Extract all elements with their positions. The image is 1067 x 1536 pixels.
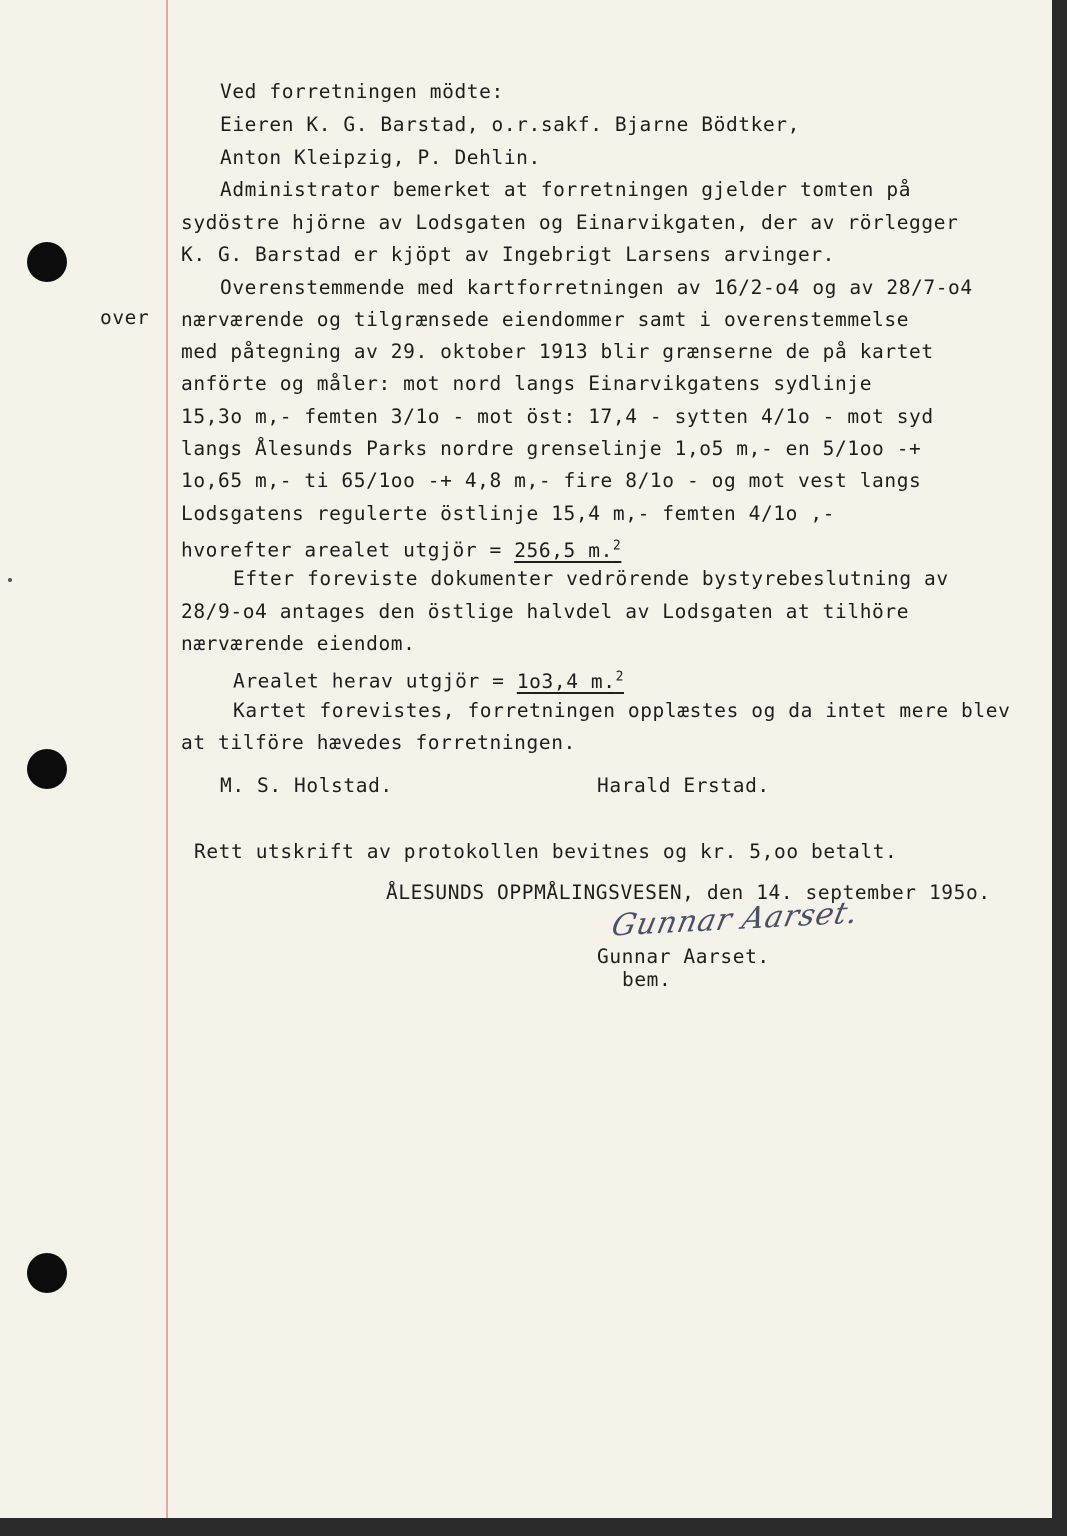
text-line: nærværende og tilgrænsede eiendommer samt i overenstemmelse xyxy=(181,308,910,331)
text-line: anförte og måler: mot nord langs Einarvikgatens sydlinje xyxy=(181,372,873,395)
text-line: sydöstre hjörne av Lodsgaten og Einarvikgaten, der av rörlegger xyxy=(181,211,959,234)
text-line xyxy=(233,665,624,694)
text-line: langs Ålesunds Parks nordre grenselinje 1,o5 m,- en 5/1oo -+ xyxy=(181,437,922,460)
speck xyxy=(8,578,12,582)
handwritten-signature: Gunnar Aarset. xyxy=(608,895,862,944)
area-total-value xyxy=(514,539,621,562)
text-line: Efter foreviste dokumenter vedrörende bystyrebeslutning av xyxy=(233,567,949,590)
text-line: Anton Kleipzig, P. Dehlin. xyxy=(220,146,541,169)
text-line: Administrator bemerket at forretningen gjelder tomten på xyxy=(220,178,912,201)
certification-line: Rett utskrift av protokollen bevitnes og kr. 5,oo betalt. xyxy=(194,840,898,863)
area-total-number: 256,5 m. xyxy=(514,538,613,562)
text-line: nærværende eiendom. xyxy=(181,632,416,655)
margin-note: over xyxy=(100,306,150,329)
punch-hole xyxy=(27,1253,67,1293)
text-line: med påtegning av 29. oktober 1913 blir grænserne de på kartet xyxy=(181,340,934,363)
text-fragment: Arealet herav utgjör = xyxy=(233,669,505,693)
text-line: at tilföre hævedes forretningen. xyxy=(181,731,576,754)
text-line: Kartet forevistes, forretningen opplæstes og da intet mere blev xyxy=(233,699,1011,722)
punch-hole xyxy=(27,242,67,282)
text-fragment: hvorefter arealet utgjör = xyxy=(181,538,502,562)
text-line xyxy=(181,534,621,563)
signer-title: bem. xyxy=(622,968,672,991)
punch-hole xyxy=(27,749,67,789)
text-line: K. G. Barstad er kjöpt av Ingebrigt Larsens arvinger. xyxy=(181,243,836,266)
text-line: Lodsgatens regulerte östlinje 15,4 m,- femten 4/1o ,- xyxy=(181,502,836,525)
text-line: Overenstemmende med kartforretningen av 16/2-o4 og av 28/7-o4 xyxy=(220,276,973,299)
office-date-line: ÅLESUNDS OPPMÅLINGSVESEN, den 14. september 195o. xyxy=(386,881,991,904)
signatory-right: Harald Erstad. xyxy=(597,774,770,797)
text-line: Eieren K. G. Barstad, o.r.sakf. Bjarne Bödtker, xyxy=(220,113,800,136)
margin-rule xyxy=(166,0,168,1518)
text-line: 28/9-o4 antages den östlige halvdel av Lodsgaten at tilhöre xyxy=(181,600,910,623)
text-line: 1o,65 m,- ti 65/1oo -+ 4,8 m,- fire 8/1o - og mot vest langs xyxy=(181,469,922,492)
area-street-value xyxy=(517,670,624,693)
text-line: Ved forretningen mödte: xyxy=(220,80,504,103)
text-line: 15,3o m,- femten 3/1o - mot öst: 17,4 - sytten 4/1o - mot syd xyxy=(181,405,934,428)
signatory-left: M. S. Holstad. xyxy=(220,774,393,797)
signer-name: Gunnar Aarset. xyxy=(597,945,770,968)
area-street-number: 1o3,4 m. xyxy=(516,669,616,693)
superscript: 2 xyxy=(612,538,622,553)
superscript: 2 xyxy=(615,669,624,684)
